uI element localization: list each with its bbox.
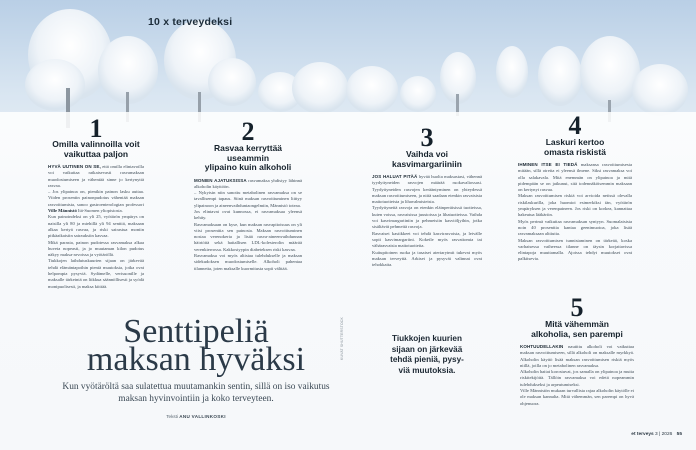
- tip-paragraph: – Jos ylipainoa on, pienikin painon lasku auttaa. Viiden prosentin painonpudotus vähentää maksan rasvoittumista, sanoo gastroenterologian professori: [48, 189, 144, 207]
- page-number: 55: [676, 432, 682, 437]
- standfirst: Kun vyötäröltä saa sulatettua muutamankin sentin, sillä on iso vaikutus maksan hyvinvointiin ja koko terveyteen.: [62, 382, 330, 404]
- tip-paragraph: Alkoholin haitat korostuvat, jos samalla on ylipainoa ja muita riskitekijöitä. Tällöin rasvamaksa voi edetä nopeammin tulehdukseksi ja arpeutumiseksi.: [520, 369, 634, 387]
- tip-2: [194, 117, 302, 272]
- tip-number: 2: [241, 117, 255, 146]
- photo-credit: KUVAT SHUTTERSTOCK: [340, 317, 344, 360]
- tip-lead: JOS HALUAT PITÄÄ: [372, 174, 418, 179]
- tip-paragraph: Rasvaiset kastikkeet voi tehdä kasvirasvoista, ja leivälle sopii kasvimargariini. Kokeile myös rasvattomia tai vähärasvaisia maitotuotteita.: [372, 230, 482, 249]
- pull-quote-line: tehdä pieniä, pysy-: [390, 355, 464, 364]
- magazine-name: et terveys: [631, 432, 654, 437]
- tip-body: [48, 164, 144, 290]
- tip-paragraph: nautittu alkoholi voi vaikuttaa maksan rasvoittumiseen, sillä alkoholi on maksalle myrkkyä. Alkoholin käyttö lisää maksan rasvoittumisen riskiä myös niillä, joilla on jo metabolinen rasvamaksa.: [520, 344, 634, 368]
- tip-paragraph: Rasvamaksa voi myös altistaa tulehdukselle ja maksan sidekudoksen muodostumiselle. Alkoholi pahentaa tilannetta, joten maksalle kuormitusta sopii välttää.: [194, 253, 302, 271]
- tip-title-line1: Rasvaa kerryttää useammin: [213, 143, 283, 163]
- tip-title-line1: Omilla valinnoilla voit: [52, 139, 140, 149]
- tip-paragraph: – Nykyisin niin sanottu metabolinen rasvamaksa on se tavallisempi tapaus. Siinä maksan rasvoittuminen liittyy ylipainoon ja aineenvaihduntaongelmiin, Männistö toteaa.: [194, 190, 302, 208]
- pull-quote-line: Tiukkojen kuurien: [392, 334, 462, 343]
- issue-number: 3 | 2026: [655, 432, 673, 437]
- byline-author: ANU VALLINKOSKI: [179, 414, 226, 419]
- tip-paragraph: Mikä parasta, painon pudotessa rasvamaksa alkaa huveta nopeasti, ja jo muutaman kilon pudotus näkyy maksa-arvoissa ja vyötäröllä.: [48, 239, 144, 258]
- tip-paragraph: rasvamaksa yhdistyy lähinnä alkoholin käyttöön.: [194, 177, 302, 189]
- byline-label: Teksti: [166, 414, 178, 419]
- tip-paragraph: Itä-Suomen yliopistosta.: [77, 208, 123, 214]
- tip-title-line2: alkoholia, sen parempi: [531, 328, 623, 339]
- tip-paragraph: hyvää huolta maksastasi, vähennä tyydyttyneiden rasvojen määrää ruokavaliossasi. Tyydyttyneiden rasvojen kerääntyminen on yhteydessä maksan rasvoittumiseen, ja niitä saadaan etenkin rasvaisista maitotuotteista ja lihavalmisteista.: [372, 174, 482, 205]
- pull-quote: [362, 334, 492, 376]
- headline-line2: maksan hyväksi: [86, 341, 306, 378]
- tip-title-line1: Vaihda voi: [405, 149, 449, 159]
- tip-title-line1: Laskuri kertoo: [545, 137, 605, 147]
- tip-title-line2: ylipaino kuin alkoholi: [204, 162, 292, 172]
- tip-paragraph: Maksan rasvoittumisen riskiä voi arvioida netissä olevalla riskilaskurilla, joka huomioi esimerkiksi iän, vyötärön ympäryksen ja verenpaineen. Jos riski on korkea, kannattaa hakeutua lääkäriin.: [518, 193, 632, 218]
- headline-line1: Senttipeliä: [123, 313, 269, 350]
- tip-title-line2: kasvimargariiniin: [392, 158, 462, 169]
- tip-paragraph: Myös perimä vaikuttaa rasvamaksan syntyyn. Suomalaisista noin 40 prosenttia kantaa geenimuotoa, joka lisää rasvamaksaan alttiutta.: [518, 218, 632, 237]
- tip-lead: KOHTUUDELLAKIN: [520, 344, 564, 349]
- article-headline: [46, 313, 346, 378]
- tip-lead: MONIEN AJATUKSISSA: [194, 177, 247, 183]
- tip-number: 1: [89, 114, 103, 143]
- byline: [48, 414, 344, 419]
- tip-body: [520, 344, 634, 407]
- tip-lead: HYVÄ UUTINEN ON SE,: [48, 164, 101, 169]
- tip-paragraph: maksansa rasvoittumisesta mitään, sillä oireita ei yleensä ilmene. Siksi rasvamaksa voi olla salakavala. Mitä enemmän on ylipainoa ja mitä pidempään se on jatkunut, sitä todennäköisemmin maksaan on kertynyt rasvaa.: [518, 162, 632, 193]
- tip-paragraph: Ville Männistön mukaan turvallista rajaa alkoholin käytölle ei ole maksan kannalta. Mitä vähemmän, sen parempi on hyvä ohjenuora.: [520, 388, 634, 406]
- tip-body: [194, 178, 302, 272]
- series-label: 10 x terveydeksi: [148, 16, 233, 28]
- tip-number: 4: [568, 111, 582, 140]
- tip-paragraph: Kun painoindeksi on yli 25, vyötärön ympärys on naisilla yli 80 ja miehillä yli 94 senttiä, maksaan alkaa kertyä rasvaa, ja riski sairastua moniin pitkäaikaisiin sairauksiin kasvaa.: [48, 214, 144, 239]
- tip-body: [372, 174, 482, 268]
- tip-paragraph: Maksan rasvoittumisen tunnistaminen on tärkeää, koska varhaisessa vaiheessa tilanne on täysin korjattavissa elintapoja muuttamalla. Ajoissa tehdyt muutokset ovat palkitsevia.: [518, 237, 632, 262]
- tip-number: 5: [570, 293, 584, 322]
- tip-3: [372, 123, 482, 268]
- tip-title-line1: Mitä vähemmän: [545, 319, 609, 329]
- tip-5: [520, 293, 634, 407]
- pull-quote-line: sijaan on järkevää: [391, 344, 463, 354]
- pull-quote-line: viä muutoksia.: [398, 365, 456, 375]
- tip-paragraph: Kuitupitoinen ruoka ja tasaiset ateriarytmit tukevat myös maksan terveyttä. Arkiset ja pysyvät valinnat ovat tehokkaita.: [372, 249, 482, 268]
- tip-number: 3: [420, 123, 434, 152]
- tip-body: [518, 162, 632, 263]
- tip-4: [518, 111, 632, 263]
- tip-title-line2: omasta riskistä: [544, 146, 606, 157]
- tip-paragraph: Tyydyttyneitä rasvoja on etenkin eläinperäisissä tuotteissa, kuten voissa, rasvaisissa juustoissa ja lihatuotteissa. Vaihda voi kasvimargariiniin ja pehmeisiin kasviöljyihin, jotka sisältävät pehmeitä rasvoja.: [372, 205, 482, 230]
- tip-lead: IHMINEN ITSE EI TIEDÄ: [518, 162, 578, 167]
- tip-1: [48, 114, 144, 290]
- tip-title-line2: vaikuttaa paljon: [63, 148, 129, 159]
- tip-paragraph: Jos elintavat ovat kunnossa, ei rasvamaksaa yleensä kehity.: [194, 208, 302, 221]
- tip-paragraph: Tiukkojen laihdutuskuurien sijaan on järkevää tehdä elämäntapoihin pieniä muutoksia, jotka ovat helpompia pysyviä. Sydämelle, verisuonille ja maksalle tärkeintä on liikkua säännöllisesti ja syödä monipuolisesti, ja maksa kiittää.: [48, 258, 144, 289]
- tip-paragraph: Rasvamaksaan on kyse, kun maksan rasvapitoisuus on yli viisi prosenttia sen painosta. Maksan rasvoittuminen nostaa verenokeria ja lisää rasva-aineenvaihdunnan häiriöitä sekä haitallisen LDL-kolesterolin määrää verenkierrossa. Kakkostyypin diabeteksen riski kasvaa.: [194, 221, 302, 252]
- tip-paragraph: että omilla elintavoilla voi vaikuttaa ratkaisevasti rasvamaksan muodostumiseen ja vähentää sinne jo kertynyttä rasvaa.: [48, 164, 144, 188]
- expert-name: Ville Männistö: [48, 208, 77, 214]
- page-footer: [631, 432, 682, 437]
